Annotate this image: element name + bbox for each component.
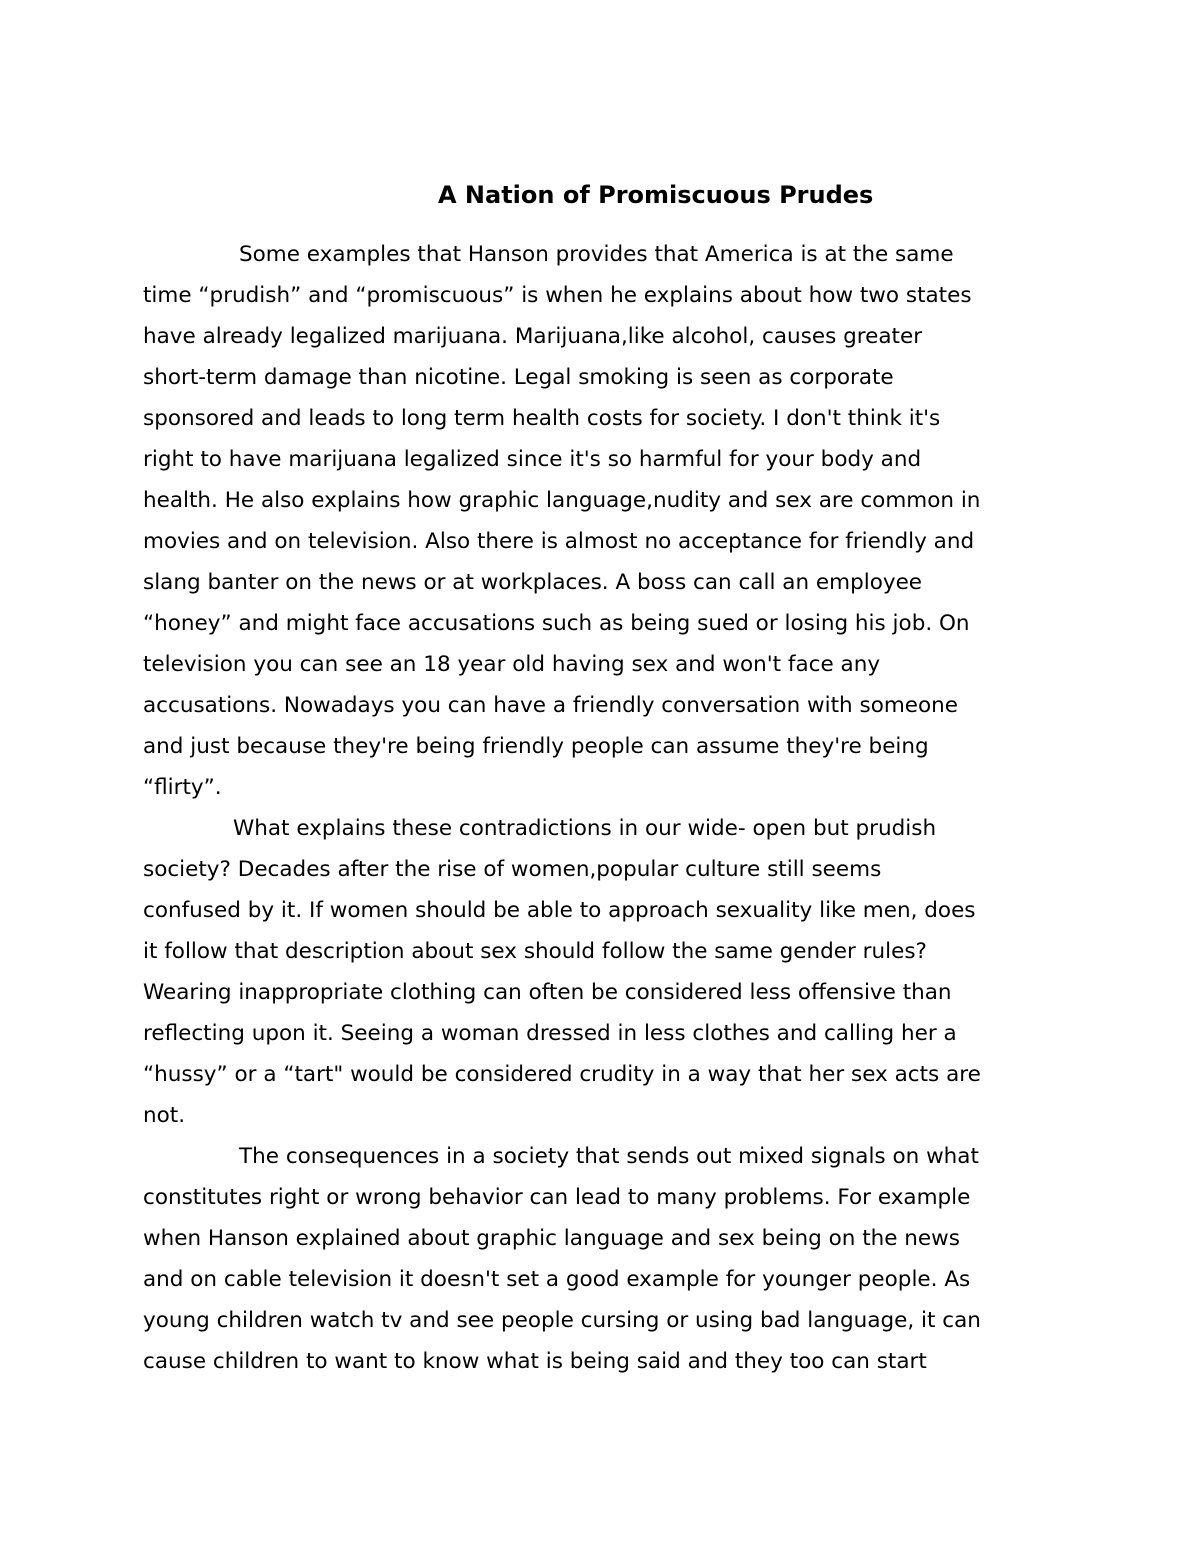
paragraph-3-line-5: young children watch tv and see people cursing or using bad language, it can — [143, 1308, 981, 1333]
paragraph-1-line-3: have already legalized marijuana. Marijuana,like alcohol, causes greater — [143, 324, 923, 349]
paragraph-1-line-9: slang banter on the news or at workplaces. A boss can call an employee — [143, 570, 923, 595]
paragraph-3-line-6: cause children to want to know what is being said and they too can start — [143, 1349, 927, 1374]
paragraph-2-line-3: confused by it. If women should be able to approach sexuality like men, does — [143, 898, 976, 923]
paragraph-1-line-8: movies and on television. Also there is almost no acceptance for friendly and — [143, 529, 975, 554]
paragraph-2-line-2: society? Decades after the rise of women,popular culture still seems — [143, 857, 882, 882]
paragraph-1-line-12: accusations. Nowadays you can have a friendly conversation with someone — [143, 693, 959, 718]
paragraph-1-line-14: “flirty”. — [143, 775, 222, 800]
paragraph-3-line-4: and on cable television it doesn't set a good example for younger people. As — [143, 1267, 971, 1292]
paragraph-3-line-3: when Hanson explained about graphic language and sex being on the news — [143, 1226, 960, 1251]
paragraph-1-line-13: and just because they're being friendly people can assume they're being — [143, 734, 929, 759]
document-title: A Nation of Promiscuous Prudes — [438, 181, 874, 209]
paragraph-2-line-5: Wearing inappropriate clothing can often be considered less offensive than — [143, 980, 952, 1005]
paragraph-1-line-5: sponsored and leads to long term health costs for society. I don't think it's — [143, 406, 941, 431]
paragraph-1-line-11: television you can see an 18 year old having sex and won't face any — [143, 652, 881, 677]
paragraph-1-line-4: short-term damage than nicotine. Legal smoking is seen as corporate — [143, 365, 894, 390]
paragraph-1-line-6: right to have marijuana legalized since it's so harmful for your body and — [143, 447, 922, 472]
paragraph-1-line-1: Some examples that Hanson provides that America is at the same — [239, 242, 954, 267]
paragraph-3-line-2: constitutes right or wrong behavior can lead to many problems. For example — [143, 1185, 971, 1210]
paragraph-1-line-2: time “prudish” and “promiscuous” is when he explains about how two states — [143, 283, 972, 308]
paragraph-2-line-4: it follow that description about sex should follow the same gender rules? — [143, 939, 927, 964]
paragraph-2-line-7: “hussy” or a “tart" would be considered crudity in a way that her sex acts are — [143, 1062, 981, 1087]
paragraph-1-line-10: “honey” and might face accusations such as being sued or losing his job. On — [143, 611, 970, 636]
paragraph-1-line-7: health. He also explains how graphic language,nudity and sex are common in — [143, 488, 981, 513]
paragraph-2-line-1: What explains these contradictions in our wide- open but prudish — [233, 816, 937, 841]
paragraph-2-line-8: not. — [143, 1103, 186, 1128]
paragraph-3-line-1: The consequences in a society that sends out mixed signals on what — [239, 1144, 979, 1169]
paragraph-2-line-6: reflecting upon it. Seeing a woman dressed in less clothes and calling her a — [143, 1021, 957, 1046]
